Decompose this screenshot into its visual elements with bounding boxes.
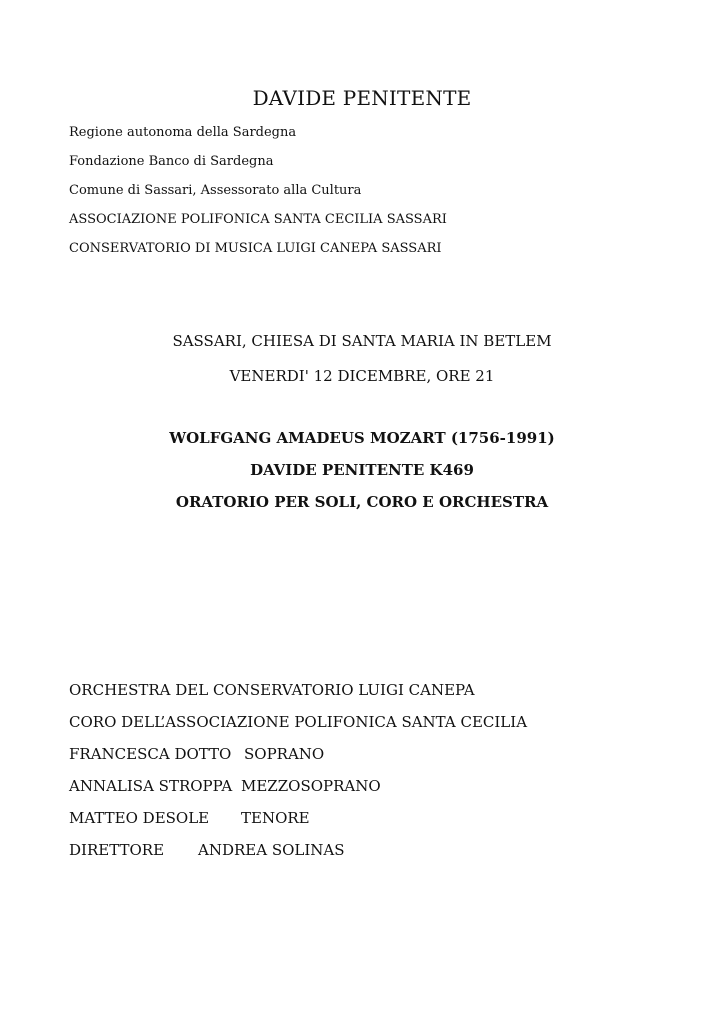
performer-name: FRANCESCA DOTTO — [69, 745, 232, 763]
sponsor-item: CONSERVATORIO DI MUSICA LUIGI CANEPA SASSARI — [69, 241, 442, 256]
credit-performer — [69, 808, 527, 840]
credit-orchestra: ORCHESTRA DEL CONSERVATORIO LUIGI CANEPA — [69, 681, 475, 699]
sponsor-item: Fondazione Banco di Sardegna — [69, 154, 274, 169]
performer-name: MATTEO DESOLE — [69, 809, 210, 827]
performer-name: ANNALISA STROPPA — [69, 777, 233, 795]
work-title: DAVIDE PENITENTE K469 — [250, 461, 474, 479]
credits-list — [69, 680, 527, 872]
credit-performer — [69, 776, 527, 808]
conductor-name: ANDREA SOLINAS — [198, 841, 345, 859]
work-composer: WOLFGANG AMADEUS MOZART (1756-1991) — [169, 429, 555, 447]
credit-conductor — [69, 840, 527, 872]
conductor-label: DIRETTORE — [69, 841, 165, 859]
venue-location: SASSARI, CHIESA DI SANTA MARIA IN BETLEM — [172, 332, 552, 350]
sponsors-list — [69, 124, 447, 269]
document-title: DAVIDE PENITENTE — [252, 86, 472, 110]
performer-role: TENORE — [241, 809, 310, 827]
credit-choir: CORO DELL’ASSOCIAZIONE POLIFONICA SANTA CECILIA — [69, 713, 528, 731]
performer-role: MEZZOSOPRANO — [241, 777, 381, 795]
sponsor-item: Comune di Sassari, Assessorato alla Cultura — [69, 183, 362, 198]
sponsor-item: Regione autonoma della Sardegna — [69, 125, 297, 140]
credit-performer — [69, 744, 527, 776]
work-subtitle: ORATORIO PER SOLI, CORO E ORCHESTRA — [175, 493, 549, 511]
sponsor-item: ASSOCIAZIONE POLIFONICA SANTA CECILIA SASSARI — [69, 212, 447, 227]
venue-datetime: VENERDI' 12 DICEMBRE, ORE 21 — [229, 367, 495, 385]
performer-role: SOPRANO — [244, 745, 325, 763]
